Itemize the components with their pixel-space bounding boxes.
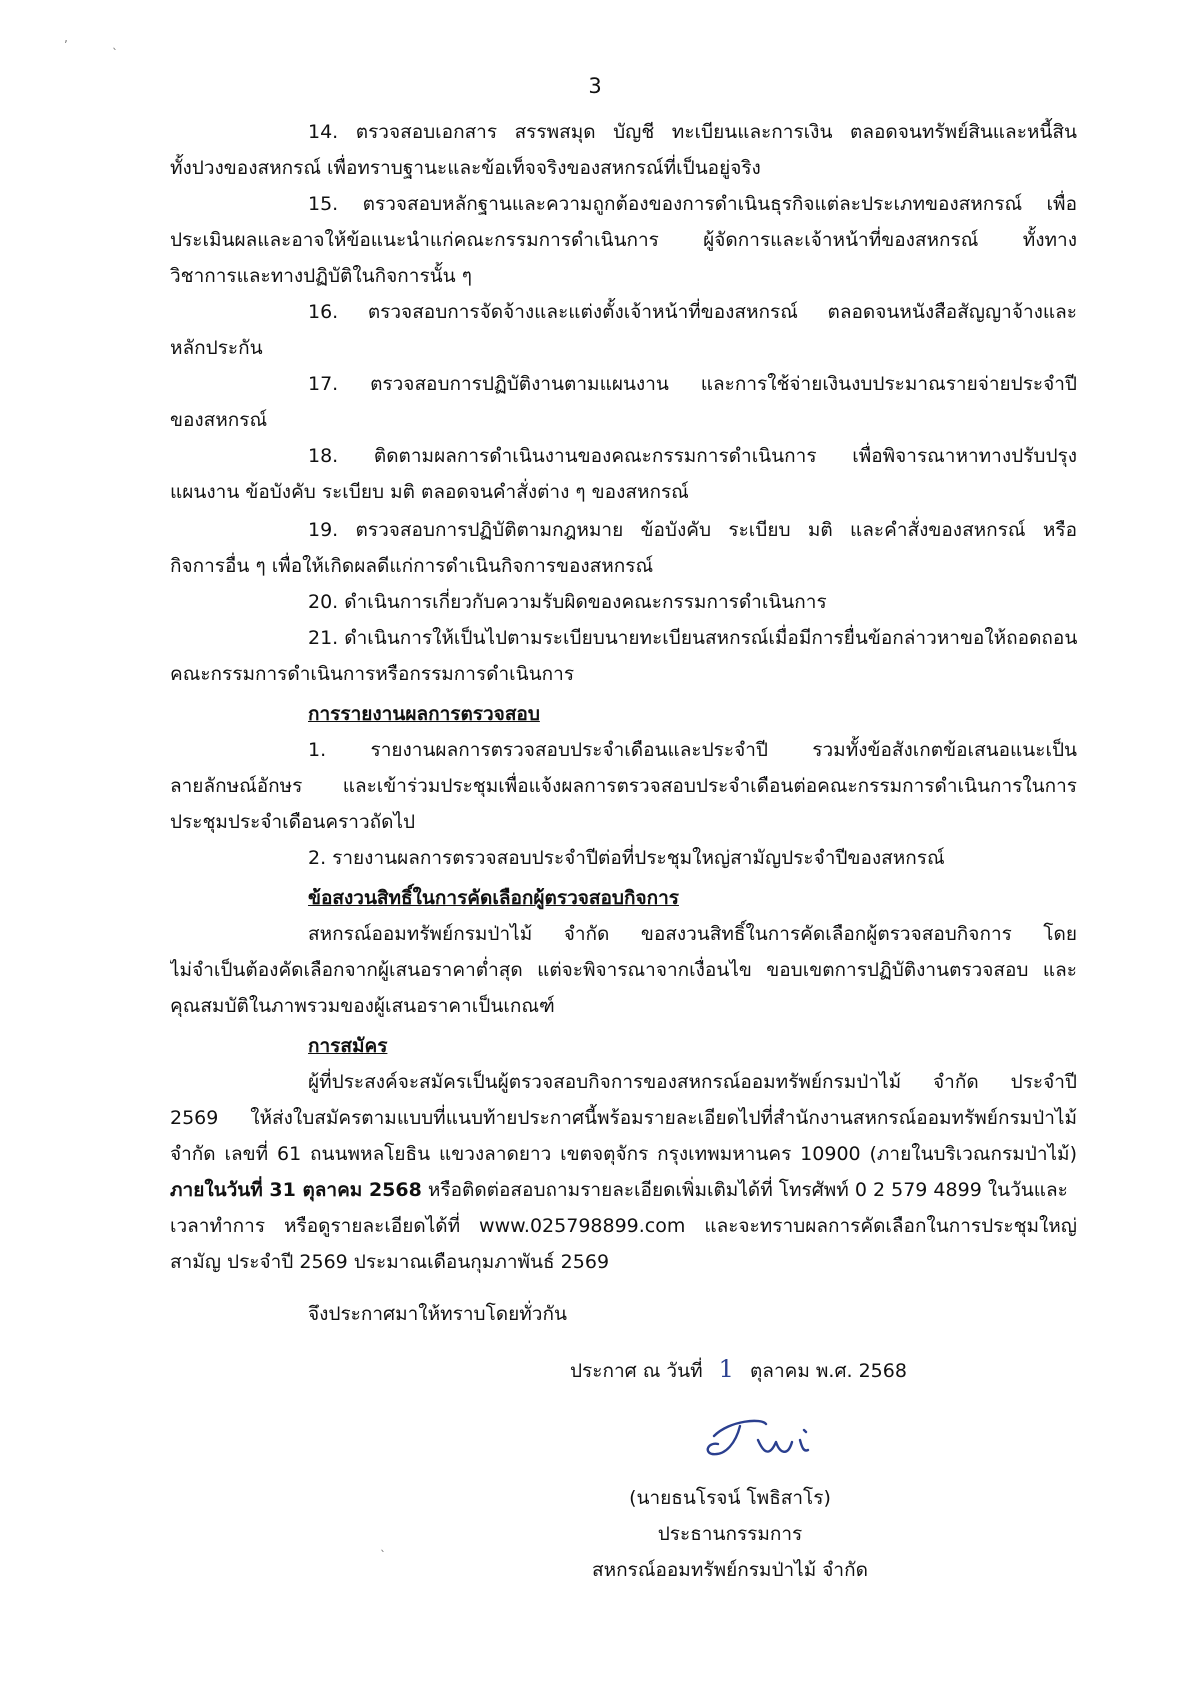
- apply-line-1: ผู้ที่ประสงค์จะสมัครเป็นผู้ตรวจสอบกิจการของสหกรณ์ออมทรัพย์กรมป่าไม้ จำกัด ประจำปี: [308, 1071, 1077, 1093]
- item-21-line-1: 21. ดำเนินการให้เป็นไปตามระเบียบนายทะเบียนสหกรณ์เมื่อมีการยื่นข้อกล่าวหาขอให้ถอดถอน: [308, 627, 1077, 649]
- apply-line-2: 2569 ให้ส่งใบสมัครตามแบบที่แนบท้ายประกาศนี้พร้อมรายละเอียดไปที่สำนักงานสหกรณ์ออมทรัพย์กรมป่าไม้: [170, 1107, 1077, 1129]
- report-p1-line-1: 1. รายงานผลการตรวจสอบประจำเดือนและประจำปี รวมทั้งข้อสังเกตข้อเสนอแนะเป็น: [308, 739, 1077, 761]
- item-15-line-2: ประเมินผลและอาจให้ข้อแนะนำแก่คณะกรรมการดำเนินการ ผู้จัดการและเจ้าหน้าที่ของสหกรณ์ ทั้งทาง: [170, 229, 1077, 251]
- apply-deadline: ภายในวันที่ 31 ตุลาคม 2568: [170, 1179, 422, 1201]
- report-p1-line-2: ลายลักษณ์อักษร และเข้าร่วมประชุมเพื่อแจ้งผลการตรวจสอบประจำเดือนต่อคณะกรรมการดำเนินการในการ: [170, 775, 1077, 797]
- item-15-line-1: 15. ตรวจสอบหลักฐานและความถูกต้องของการดำเนินธุรกิจแต่ละประเภทของสหกรณ์ เพื่อ: [308, 193, 1077, 215]
- item-19-line-1: 19. ตรวจสอบการปฏิบัติตามกฎหมาย ข้อบังคับ ระเบียบ มติ และคำสั่งของสหกรณ์ หรือ: [308, 519, 1077, 541]
- item-21-line-2: คณะกรรมการดำเนินการหรือกรรมการดำเนินการ: [170, 663, 575, 685]
- scan-speck: ˎ: [112, 36, 118, 50]
- section-heading-report: การรายงานผลการตรวจสอบ: [308, 703, 540, 725]
- item-17-line-1: 17. ตรวจสอบการปฏิบัติงานตามแผนงาน และการใช้จ่ายเงินงบประมาณรายจ่ายประจำปี: [308, 373, 1077, 395]
- section-heading-apply: การสมัคร: [308, 1035, 388, 1057]
- item-16-line-2: หลักประกัน: [170, 337, 263, 359]
- item-17-line-2: ของสหกรณ์: [170, 409, 268, 431]
- closing-statement: จึงประกาศมาให้ทราบโดยทั่วกัน: [308, 1303, 567, 1325]
- item-14-line-1: 14. ตรวจสอบเอกสาร สรรพสมุด บัญชี ทะเบียนและการเงิน ตลอดจนทรัพย์สินและหนี้สิน: [308, 121, 1077, 143]
- reserve-line-3: คุณสมบัติในภาพรวมของผู้เสนอราคาเป็นเกณฑ์: [170, 995, 555, 1017]
- item-19-line-2: กิจการอื่น ๆ เพื่อให้เกิดผลดีแก่การดำเนินกิจการของสหกรณ์: [170, 555, 654, 577]
- reserve-line-1: สหกรณ์ออมทรัพย์กรมป่าไม้ จำกัด ขอสงวนสิทธิ์ในการคัดเลือกผู้ตรวจสอบกิจการ โดย: [308, 923, 1077, 945]
- report-p2-line: 2. รายงานผลการตรวจสอบประจำปีต่อที่ประชุมใหญ่สามัญประจำปีของสหกรณ์: [308, 847, 945, 869]
- item-18-line-2: แผนงาน ข้อบังคับ ระเบียบ มติ ตลอดจนคำสั่งต่าง ๆ ของสหกรณ์: [170, 481, 689, 503]
- apply-line-4: [170, 1172, 1077, 1208]
- page-number: 3: [588, 74, 602, 98]
- handwritten-signature: [700, 1412, 830, 1472]
- item-20-line-1: 20. ดำเนินการเกี่ยวกับความรับผิดของคณะกรรมการดำเนินการ: [308, 591, 827, 613]
- announcement-date: [570, 1351, 907, 1389]
- date-suffix: ตุลาคม พ.ศ. 2568: [749, 1360, 907, 1382]
- item-18-line-1: 18. ติดตามผลการดำเนินงานของคณะกรรมการดำเนินการ เพื่อพิจารณาหาทางปรับปรุง: [308, 445, 1077, 467]
- item-15-line-3: วิชาการและทางปฏิบัติในกิจการนั้น ๆ: [170, 265, 472, 287]
- signer-position: ประธานกรรมการ: [657, 1523, 803, 1545]
- signer-organization: สหกรณ์ออมทรัพย์กรมป่าไม้ จำกัด: [592, 1559, 868, 1581]
- apply-line-6: สามัญ ประจำปี 2569 ประมาณเดือนกุมภาพันธ์ 2569: [170, 1251, 610, 1273]
- date-day-handwritten: 1: [718, 1355, 734, 1383]
- date-prefix: ประกาศ ณ วันที่: [570, 1360, 703, 1382]
- item-16-line-1: 16. ตรวจสอบการจัดจ้างและแต่งตั้งเจ้าหน้าที่ของสหกรณ์ ตลอดจนหนังสือสัญญาจ้างและ: [308, 301, 1077, 323]
- reserve-line-2: ไม่จำเป็นต้องคัดเลือกจากผู้เสนอราคาต่ำสุด แต่จะพิจารณาจากเงื่อนไข ขอบเขตการปฏิบัติงานตรวจสอบ และ: [170, 959, 1077, 981]
- apply-line-3: จำกัด เลขที่ 61 ถนนพหลโยธิน แขวงลาดยาว เขตจตุจักร กรุงเทพมหานคร 10900 (ภายในบริเวณกรมป่าไม้): [170, 1143, 1077, 1165]
- item-14-line-2: ทั้งปวงของสหกรณ์ เพื่อทราบฐานะและข้อเท็จจริงของสหกรณ์ที่เป็นอยู่จริง: [170, 157, 761, 179]
- scan-speck: ˎ: [380, 1538, 386, 1552]
- report-p1-line-3: ประชุมประจำเดือนคราวถัดไป: [170, 811, 416, 833]
- apply-line-5: เวลาทำการ หรือดูรายละเอียดได้ที่ www.025798899.com และจะทราบผลการคัดเลือกในการประชุมใหญ่: [170, 1215, 1077, 1237]
- apply-contact: หรือติดต่อสอบถามรายละเอียดเพิ่มเติมได้ที่ โทรศัพท์ 0 2 579 4899 ในวันและ: [421, 1179, 1068, 1201]
- scan-speck: ʼ: [64, 38, 68, 52]
- section-heading-reserve: ข้อสงวนสิทธิ์ในการคัดเลือกผู้ตรวจสอบกิจการ: [308, 887, 679, 909]
- signer-name: (นายธนโรจน์ โพธิสาโร): [629, 1487, 831, 1509]
